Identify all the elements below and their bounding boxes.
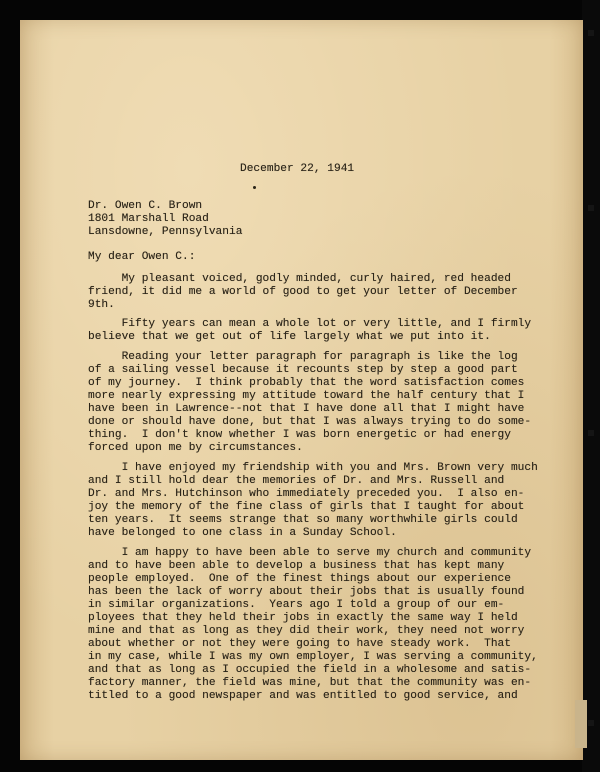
paragraph-line: joy the memory of the fine class of girls that I taught for about xyxy=(88,501,525,513)
paragraph-line: factory manner, the field was mine, but that the community was en- xyxy=(88,677,532,689)
paragraph-line: have been in Lawrence--not that I have done all that I might have xyxy=(88,403,525,415)
paragraph-line: done or should have done, but that I was always trying to do some- xyxy=(88,416,532,428)
paragraph-line: about whether or not they were going to have steady work. That xyxy=(88,638,511,650)
edge-mark xyxy=(588,205,594,211)
paragraph-line: I have enjoyed my friendship with you and Mrs. Brown very much xyxy=(88,462,538,474)
edge-mark xyxy=(588,30,594,36)
paragraph-line: in my case, while I was my own employer, I was serving a community, xyxy=(88,651,538,663)
paragraph-line: My pleasant voiced, godly minded, curly haired, red headed xyxy=(88,273,511,285)
paragraph-line: friend, it did me a world of good to get your letter of December xyxy=(88,286,518,298)
ink-dot xyxy=(253,186,256,189)
paragraph-line: of a sailing vessel because it recounts step by step a good part xyxy=(88,364,518,376)
paragraph-line: titled to a good newspaper and was entitled to good service, and xyxy=(88,690,518,702)
paragraph-line: and I still hold dear the memories of Dr. and Mrs. Russell and xyxy=(88,475,505,487)
paragraph-line: more nearly expressing my attitude toward the half century that I xyxy=(88,390,525,402)
paragraph-line: Reading your letter paragraph for paragraph is like the log xyxy=(88,351,518,363)
paragraph-line: have belonged to one class in a Sunday School. xyxy=(88,527,397,539)
edge-mark xyxy=(588,720,594,726)
paragraph-line: believe that we get out of life largely what we put into it. xyxy=(88,331,491,343)
paragraph-line: thing. I don't know whether I was born energetic or had energy xyxy=(88,429,511,441)
letter-date: December 22, 1941 xyxy=(240,163,355,175)
paragraph-line: in similar organizations. Years ago I told a group of our em- xyxy=(88,599,505,611)
paragraph-line: 9th. xyxy=(88,299,115,311)
paragraph-line: and that as long as I occupied the field in a wholesome and satis- xyxy=(88,664,532,676)
scanner-edge xyxy=(582,0,600,772)
address-line: 1801 Marshall Road xyxy=(88,213,209,225)
paragraph-line: ten years. It seems strange that so many worthwhile girls could xyxy=(88,514,518,526)
paragraph-line: mine and that as long as they did their work, they need not worry xyxy=(88,625,525,637)
paragraph-line: forced upon me by circumstances. xyxy=(88,442,303,454)
letter-text xyxy=(20,20,583,760)
paragraph-line: Dr. and Mrs. Hutchinson who immediately preceded you. I also en- xyxy=(88,488,525,500)
paragraph-line: I am happy to have been able to serve my church and community xyxy=(88,547,532,559)
address-line: Lansdowne, Pennsylvania xyxy=(88,226,243,238)
paragraph-line: and to have been able to develop a business that has kept many xyxy=(88,560,505,572)
paragraph-line: has been the lack of worry about their jobs that is usually found xyxy=(88,586,525,598)
paragraph-line: of my journey. I think probably that the word satisfaction comes xyxy=(88,377,525,389)
address-line: Dr. Owen C. Brown xyxy=(88,200,203,212)
salutation: My dear Owen C.: xyxy=(88,251,196,263)
paragraph-line: ployees that they held their jobs in exactly the same way I held xyxy=(88,612,518,624)
edge-mark xyxy=(588,430,594,436)
letter-paper xyxy=(20,20,583,760)
paragraph-line: people employed. One of the finest things about our experience xyxy=(88,573,511,585)
paper-tab xyxy=(575,700,587,748)
paragraph-line: Fifty years can mean a whole lot or very little, and I firmly xyxy=(88,318,532,330)
